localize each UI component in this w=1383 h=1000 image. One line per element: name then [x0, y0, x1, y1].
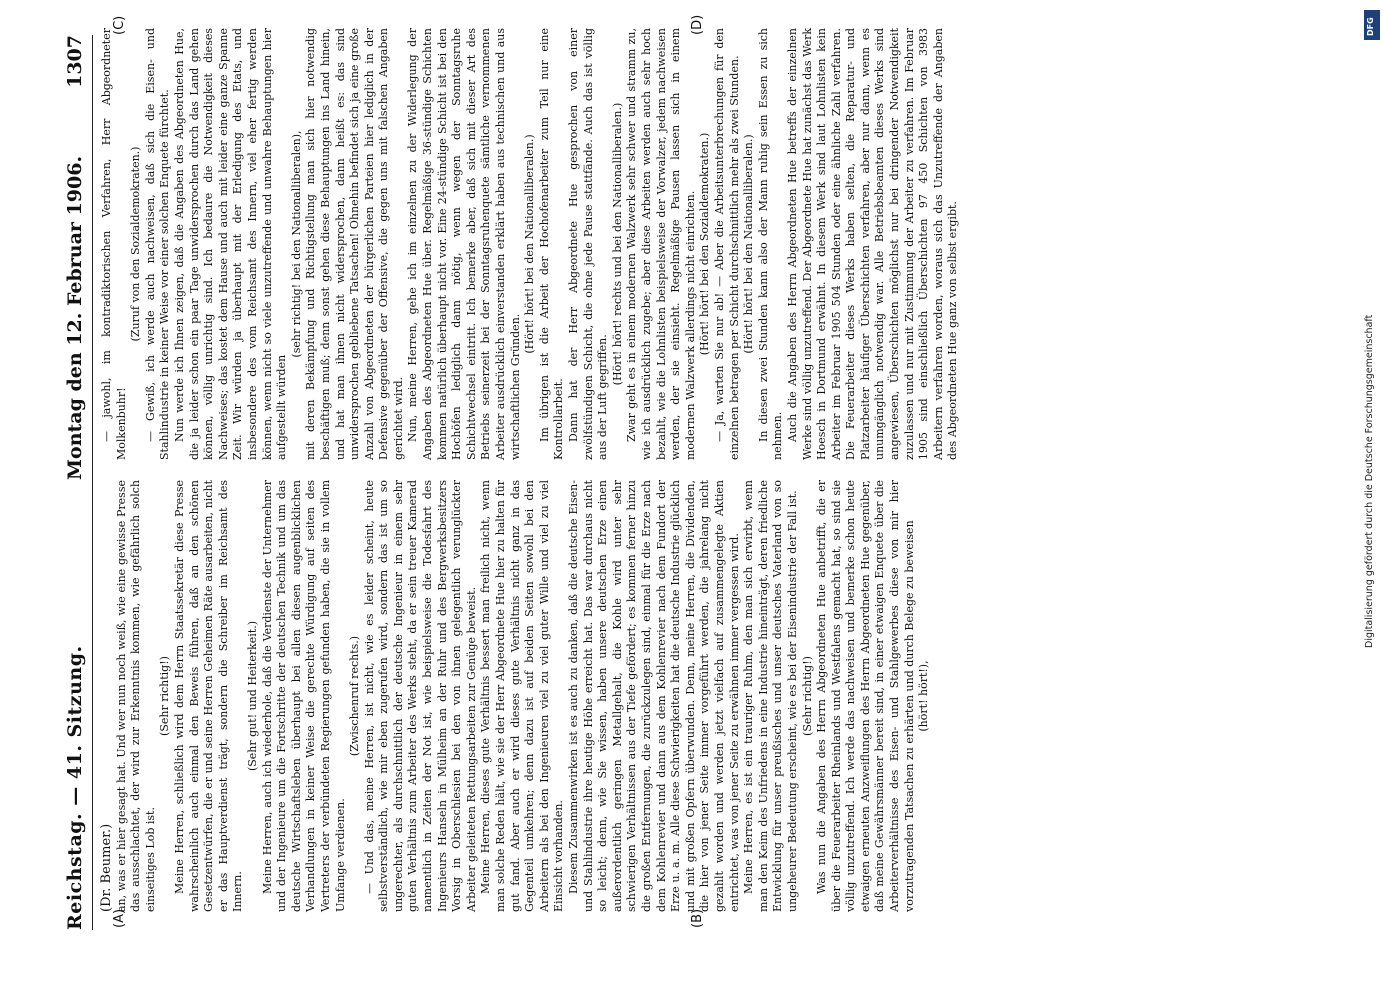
- paragraph: Dann hat der Herr Abgeordnete Hue gesprochen von einer zwölfstündigen Schicht, die ohne jede Pause stattfände. Auch das ist völlig aus der Luft gegriffen.: [567, 28, 610, 460]
- credit-text: Digitalisierung gefördert durch die Deutsche Forschungsgemeinschaft: [1364, 314, 1375, 648]
- margin-mark-d: (D): [690, 14, 705, 35]
- paragraph: Auch die Angaben des Herrn Abgeordneten Hue betreffs der einzelnen Werke sind völlig unzutreffend. Der Abgeordnete Hue hat zunächst das Werk Hoesch in Dortmund erwähnt. In diesem Werk sind laut Lohnlisten kein Arbeiter im Februar 1905 504 Stunden oder eine ähnliche Zahl verfahren. Die Feuerarbeiter dieses Werks haben selten, die Reparatur- und Platzarbeiter häufiger Überschichten verfahren, aber nur dann, wenn es unumgänglich notwendig war. Alle Betriebsbeamten dieses Werks sind angewiesen, Überschichten möglichst nur bei dringender Notwendigkeit zuzulassen und nur mit Zustimmung der Arbeiter zu verfahren. Im Februar 1905 sind einschließlich Überschichten 97 450 Schichten von 3983 Arbeitern verfahren worden, woraus sich das Unzutreffende der Angaben des Abgeordneten Hue ganz von selbst ergibt.: [785, 28, 960, 460]
- paragraph: Nun werde ich Ihnen zeigen, daß die Angaben des Abgeordneten Hue, die ja leider schon ein paar Tage unwidersprochen durch das Land gehen können, völlig unrichtig sind. Ich bedaure die Notwendigkeit dieses Nachweises; das kostet dem Hause und auch mit leider eine ganze Spanne Zeit. Wir würden ja überhaupt mit der Erledigung des Etats, und insbesondere des vom Reichsamt des Innern, viel eher fertig werden können, wenn nicht so viele unzutreffende und unwahre Behauptungen hier aufgestellt würden: [172, 28, 289, 460]
- interjection: (Hört! hört! bei den Sozialdemokraten.): [698, 132, 712, 356]
- margin-mark-a: (A): [112, 908, 127, 928]
- header-left: Reichstag. — 41. Sitzung.: [64, 645, 86, 930]
- page-number: 1307: [64, 35, 86, 88]
- paragraph: Meine Herren, auch ich wiederhole, daß die Verdienste der Unternehmer und der Ingenieure um die Fortschritte der deutschen Technik und um das deutsche Wirtschaftsleben überhaupt bei allen diesen augenblicklichen Verhandlungen in keiner Weise die gerechte Würdigung auf seiten des Vertreters der verbündeten Regierungen gefunden haben, die sie in vollem Umfange verdienen.: [260, 480, 347, 912]
- paragraph: In diesen zwei Stunden kann also der Mann ruhig sein Essen zu sich nehmen.: [756, 28, 785, 460]
- paragraph: Diesem Zusammenwirken ist es auch zu danken, daß die deutsche Eisen- und Stahlindustrie ihre heutige Höhe erreicht hat. Das war durchaus nicht so leicht; denn, wie Sie wissen, haben unsere deutschen Erze einen außerordentlich geringen Metallgehalt, die Kohle wird unter sehr schwierigen Verhältnissen aus der Tiefe gefördert; es kommen ferner hinzu die großen Entfernungen, die zurückzulegen sind, einmal für die Erze nach dem Kohlenrevier und dann aus dem Kohlenrevier nach dem Fundort der Erze u. a. m. Alle diese Schwierigkeiten hat die deutsche Industrie glücklich und mit großen Opfern überwunden. Denn, meine Herren, die Dividenden, die hier von jener Seite immer vorgeführt werden, die jahrelang nicht gezahlt worden und werden jetzt vielfach auf zusammengelegte Aktien entrichtet, was von jener Seite zu erwähnen immer vergessen wird.: [567, 480, 741, 912]
- digitization-credit: [1362, 8, 1376, 992]
- paragraph: Meine Herren, dieses gute Verhältnis bessert man freilich nicht, wenn man solche Reden hält, wie sie der Herr Abgeordnete Hue hier zu halten für gut fand. Aber auch er wird dieses gute Verhältnis nicht ganz in das Gegenteil umkehren; denn dazu ist auf beiden Seiten sowohl bei den Arbeitern als bei den Ingenieuren viel zu viel guter Wille und viel zu viel Einsicht vorhanden.: [479, 480, 566, 912]
- interjection: (Sehr gut! und Heiterkeit.): [245, 620, 259, 772]
- header-date: Montag den 12. Februar 1906.: [64, 155, 86, 480]
- margin-mark-c: (C): [112, 15, 127, 35]
- paragraph: Nun, meine Herren, gehe ich im einzelnen zu der Widerlegung der Angaben des Abgeordneten Hue über. Regelmäßige 36-stündige Schichten kommen natürlich überhaupt nicht vor. Eine 24-stündige Schicht ist bei den Hochöfen lediglich dann nötig, wenn wegen der Sonntagsruhe Schichtwechsel eintritt. Ich bemerke aber, daß sich mit dieser Art des Betriebs seinerzeit bei der Sonntagsruhenquete sämtliche vernommenen Arbeiter ausdrücklich einverstanden erklärt haben aus technischen und aus wirtschaftlichen Gründen.: [406, 28, 522, 460]
- paragraph: — Ja, warten Sie nur ab! — Aber die Arbeitsunterbrechungen für den einzelnen betragen per Schicht durchschnittlich mehr als zwei Stunden.: [712, 28, 741, 460]
- margin-mark-b: (B): [690, 908, 705, 928]
- paragraph: Was nun die Angaben des Herrn Abgeordneten Hue anbetrifft, die er über die Feuerarbeiter Rheinlands und Westfalens gemacht hat, so sind sie völlig unzutreffend. Ich werde das nachweisen und bemerke schon heute etwaigen erneuten Anzweiflungen des Herrn Abgeordneten Hue gegenüber, daß meine Gewährsmänner bereit sind, in einer etwaigen Enquete über die Arbeiterverhältnisse des Eisen- und Stahlgewerbes diese von mir hier vorzutragenden Tatsachen zu erhärten und durch Belege zu beweisen: [815, 480, 916, 912]
- paragraph: Im übrigen ist die Arbeit der Hochofenarbeiter zum Teil nur eine Kontrollarbeit.: [537, 28, 566, 460]
- page-header: [62, 35, 93, 930]
- paragraph: Meine Herren, es ist ein trauriger Ruhm, den man sich erwirbt, wenn man den Keim des Unfriedens in eine Industrie hineinträgt, deren friedliche Entwicklung für unser preußisches und unser deutsches Vaterland von so ungeheurer Bedeutung erscheint, wie es bei der Eisenindustrie der Fall ist.: [742, 480, 799, 912]
- speaker-label: (Dr. Beumer.): [99, 823, 114, 912]
- paragraph: — Und das, meine Herren, ist nicht, wie es leider scheint, heute selbstverständlich, wie mir eben zugerufen wird, sondern das ist um so ungerechter, als durchschnittlich der deutsche Ingenieur in einem sehr guten Verhältnis zum Arbeiter des Werks steht, da er sein treuer Kamerad namentlich in Zeiten der Not ist, wie beispielsweise die Todesfahrt des Ingenieurs Hanseln in Mülheim an der Ruhr und des Bergwerksbesitzers Vorsig in Oberschlesien bei den von ihnen gelegentlich verunglückter Arbeiter geleiteten Rettungsarbeiten zur Genüge beweist.: [362, 480, 478, 912]
- interjection: (hört! hört!),: [917, 660, 931, 732]
- right-column: [100, 28, 961, 460]
- dfg-logo-text: DFG: [1366, 17, 1375, 36]
- paragraph: an, was er hier gesagt hat. Und wer nun noch weiß, wie eine gewisse Presse das ausschlachtet, der wird zur Erkenntnis kommen, wie gefährlich solch einseitiges Lob ist.: [114, 480, 157, 912]
- interjection: (Sehr richtig!): [158, 656, 172, 736]
- left-column: [100, 480, 932, 912]
- interjection: (Zwischenruf rechts.): [348, 635, 362, 757]
- paragraph: — jawohl, im kontradiktorischen Verfahren, Herr Abgeordneter Molkenbuhr!: [100, 28, 128, 460]
- interjection: (Hört! hört! bei den Nationalliberalen.): [523, 134, 537, 354]
- interjection: (Hört! hört! bei den Nationalliberalen.): [742, 134, 756, 354]
- paragraph: Zwar geht es in einem modernen Walzwerk sehr schwer und stramm zu, wie ich ausdrücklich zugebe; aber diese Arbeiten werden auch sehr hoch bezahlt, wie die Lohnlisten beispielsweise der Vorwalzer, jedem nachweisen werden, der sie einsieht. Regelmäßige Pausen lassen sich in einem modernen Walzwerk allerdings nicht einrichten.: [625, 28, 697, 460]
- interjection: (Sehr richtig!): [800, 656, 814, 736]
- paragraph: — Gewiß, ich werde auch nachweisen, daß sich die Eisen- und Stahlindustrie in keiner Weise vor einer solchen Enquete fürchtet.: [143, 28, 172, 460]
- paragraph: mit deren Bekämpfung und Richtigstellung man sich hier notwendig beschäftigen muß; denn sonst gehen diese Behauptungen ins Land hinein, und hat man ihnen nicht widersprochen, dann heißt es: das sind unwidersprochen gebliebene Tatsachen! Ohnehin befindet sich ja eine große Anzahl von Abgeordneten der bürgerlichen Parteien hier lediglich in der Defensive gegenüber der Offensive, die gegen uns mit falschen Angaben gerichtet wird.: [304, 28, 405, 460]
- interjection: (sehr richtig! bei den Nationalliberalen),: [289, 130, 303, 358]
- interjection: (Zuruf von den Sozialdemokraten.): [129, 146, 143, 342]
- interjection: (Hört! hört! rechts und bei den Nationalliberalen.): [610, 102, 624, 386]
- paragraph: Meine Herren, schließlich wird dem Herrn Staatssekretär diese Presse wahrscheinlich auch einmal den Beweis führen, daß an den schönen Gesetzentwürfen, die er und seine Herren Geheimen Räte ausarbeiten, nicht er das Hauptverdienst trägt, sondern die Schreiber im Reichsamt des Innern.: [172, 480, 245, 912]
